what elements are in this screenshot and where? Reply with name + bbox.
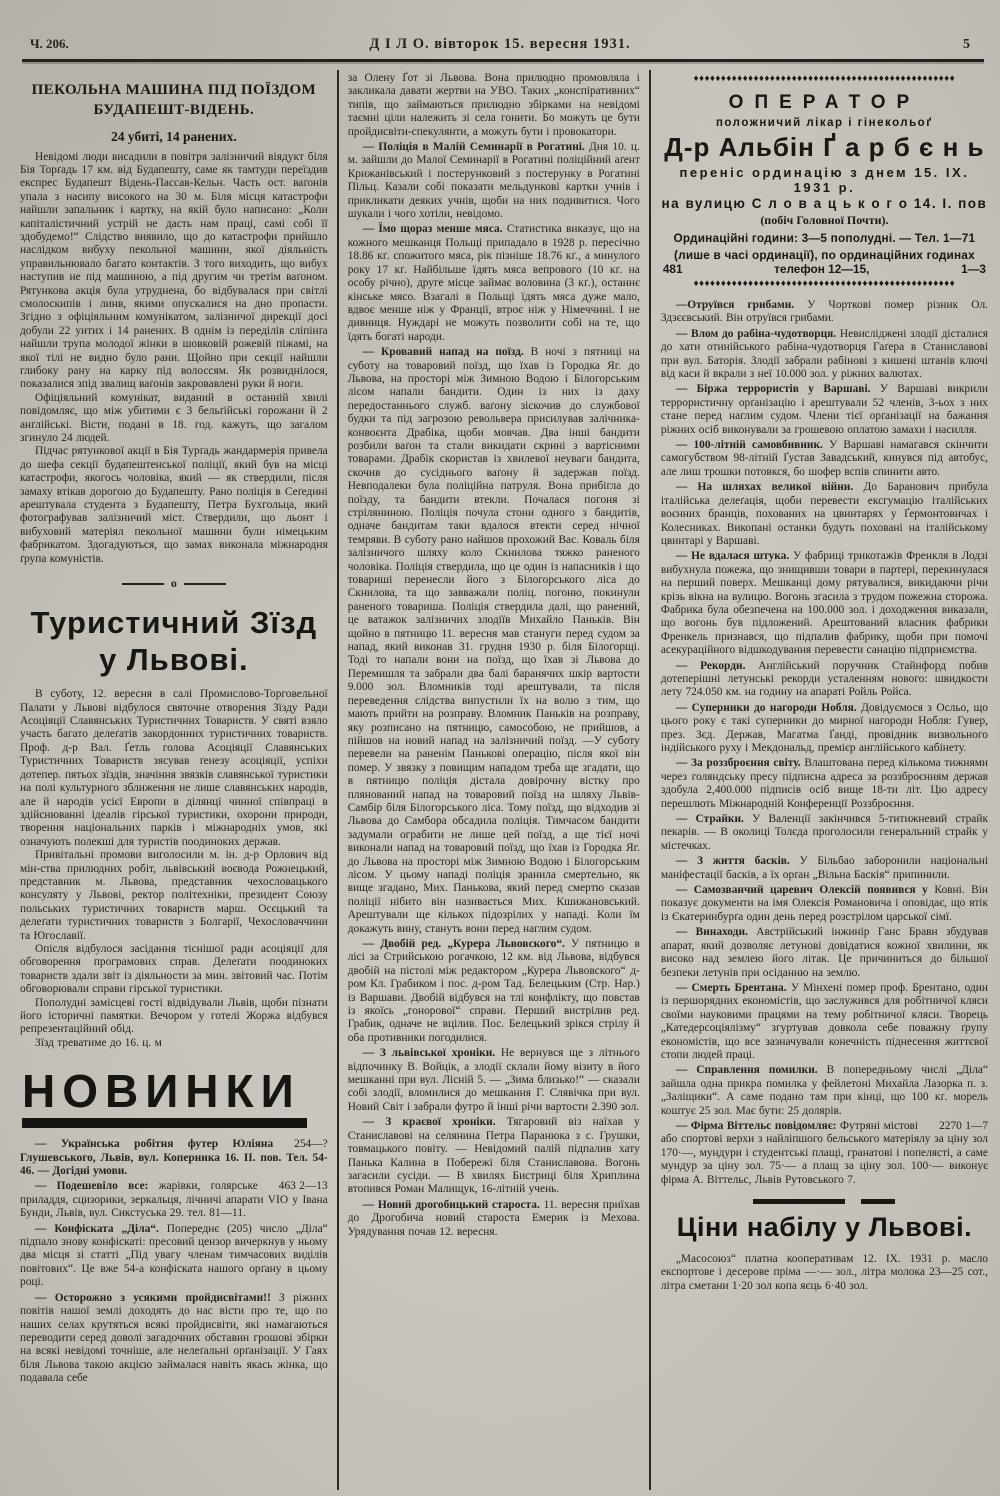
news-item-lead: — Страйки. bbox=[675, 813, 744, 826]
news-item: —Отруївся грибами. У Чорткові помер різник Ол. Здзєєвський. Він отруївся грибами. bbox=[660, 299, 988, 325]
paragraph: В суботу, 12. вересня в салі Промислово-Торговельної Палати у Львові відбулося святочне отворення Зїзду Ради Асоціяції Славянських Туристичних Товариств. У святі взяло участь багато делеґатів закордонних туристичних товариств. Проф. д-р Вал. Ґетль голова Асоціяції Славянських Туристичних Товариств зясував ґенезу асоціяції, успіхи дотепер. пятьох зїздів, значіння звязків славянської туристики на полі культурного зближення не лише славянських народів, але й народів усієї Европи в ділянці чинної співпраці в здійснюванні ідеалів гірської туристики, охорони природи, творення національних парків і міжнародніх умов, які означують полекші для туристів поодиноких держав. bbox=[20, 688, 328, 848]
paragraph: Зїзд треватиме до 16. ц. м bbox=[35, 1036, 162, 1049]
continuation-paragraph: за Олену Ґот зі Львова. Вона прилюдно промовляла і закликала давати жертви на УВО. Таких „конспіративних“ типів, що займаються прилюдно збірками на невідомі таємні ціли належить зі села гонити. Бо можуть це бути пройдисвіти-спекулянти, а можуть бути і провокатори. bbox=[347, 72, 640, 138]
ad-ref-number: 481 bbox=[662, 262, 683, 276]
news-section-items bbox=[20, 1138, 328, 1385]
ad-operator-line: ОПЕРАТОР bbox=[728, 92, 921, 113]
prices-divider bbox=[661, 1199, 988, 1204]
news-item: — Винаходи. Австрійський інжинір Ганс Бравн збудував апарат, який дозволяє летунові довідатися кожної хвилини, як високо над землею його літак. Це причиниться до більшої безпеки летунів при осіданню на землю. bbox=[660, 926, 988, 979]
ad-doctor-name: Д-р Альбін Ґ а р б є н ь bbox=[664, 132, 985, 162]
news-item-lead: — З краєвої хроніки. bbox=[362, 1116, 496, 1129]
article-bomb-subtitle: 24 убиті, 14 ранених. bbox=[111, 128, 237, 144]
paragraph: Офіціяльний комунікат, виданий в останній хвилі повідомляє, що між убитими є 3 бельґійські горожани й 2 анґлійські. Вісти, подані в 18. год. кажуть, що загалом згинуло 24 людей. bbox=[20, 391, 328, 445]
ad-address-line: на вулицю С л о в а ц ь к о г о 14. І. пов bbox=[661, 196, 988, 211]
paragraph: Невідомі люди висадили в повітря залізничий віядукт біля Бія Торґадь 17 км. від Будапешту, саме як тамтуди переїздив експрес Будапешт Відень-Пассав-Кельн. Часть ост. ваґонів упала з насипу високого на 30 м. Біля місця катастрофи найшли запальник і картку, на якій було написано: „Коли капіталістичний устрій не дасть нам праці, самі собі її здобудемо!“ Слідство виявило, що до катастрофи прийшло наслідком вибуху пекольної машини, якої діяльність управильнювало багато контактів. З того виходить, що вибух наступив не під машиною, а під другим чи третім ваґоном. Рятункова акція була утруднена, бо відбувалася при світлі смолоскипів і линв, якими опускалися на дно пропасти. Згідно з офіціяльним комунікатом, залізничої дирекції досі добули 22 уитих і 14 ранених. В однім із переділів сліпінґа найшли трупа молодої жінки в шовковій рожевій піжамі, на якої тілі не видно було рани. Щойно при секції найшли глибоку рану на карку під волоссям. Як розвиднілося, показалися зпід звалищ ваґонів закровавлені руки й ноги. bbox=[20, 150, 328, 391]
news-item-lead: — Влом до рабіна-чудотворця. bbox=[675, 327, 837, 340]
paragraph: Опісля відбулося засідання тіснішої ради асоціяції для обговорення програмових справ. Делеґати поодиноких товариств здали звіт із діяльности за мин. звітовий час. Потім обговорювали справи гірської туристики. bbox=[20, 942, 328, 996]
column-middle bbox=[337, 70, 649, 1490]
masthead-title: Д І Л О. вівторок 15. вересня 1931. bbox=[369, 36, 631, 52]
ad-moved-line: переніс ординацію з днем 15. IX. 1931 р. bbox=[679, 165, 970, 195]
news-item-lead: — Новий дрогобицький староста. bbox=[362, 1198, 540, 1211]
article-congress-body bbox=[20, 688, 328, 1050]
diamond-border-top: ♦♦♦♦♦♦♦♦♦♦♦♦♦♦♦♦♦♦♦♦♦♦♦♦♦♦♦♦♦♦♦♦♦♦♦♦♦♦♦♦♦♦♦♦♦♦♦♦ bbox=[693, 74, 956, 84]
doctor-ad bbox=[661, 74, 988, 289]
column-left bbox=[20, 70, 337, 1490]
news-item: — Страйки. У Валенції закінчився 5-титижневий страйк пекарів. — В околиці Толєда проголосили генеральний страйк у містечках. bbox=[660, 813, 988, 852]
news-item: — Смерть Брентана. У Мінхені помер проф. Брентано, один із першорядних економістів, що заслужився для робітничої кляси своїми науковими працями на тему робітничої кляси. Творець „Катедерсоціялізму“ згуртував довкола себе поважну ґрупу економістів, що все зазначували конечність піднесення життєвої стопи людей праці. bbox=[660, 981, 988, 1061]
item-ref: 254—? bbox=[294, 1138, 328, 1151]
news-item-lead: — На шляхах великої війни. bbox=[675, 481, 854, 494]
paragraph: „Масосоюз“ платна кооперативам 12. IX. 1931 р. масло експортове і десерове пріма —·— зол., літра молока 23—25 сот., літра сметани 1·20 зол копа яєць 6·40 зол. bbox=[660, 1253, 988, 1292]
news-item-lead: — Самозванчий царевич Олексій появився у bbox=[675, 884, 928, 897]
ad-specialty-line: положничий лікар і гінекольоґ bbox=[715, 117, 933, 129]
news-item-lead: — Поліція в Малій Семинарії в Рогатині. bbox=[362, 141, 585, 154]
news-item: — Новий дрогобицький староста. 11. вересня приїхав до Дрогобича новий староста Емерик із Мехова. Урядування почав 12. вересня. bbox=[347, 1198, 640, 1238]
news-item: — Поліція в Малій Семинарії в Рогатині. Дня 10. ц. м. зайшли до Малої Семинарії в Рогатині поліційний аґент Крижанівський і постерунковий з постерунку в Рогатині Пільц. Казали собі показати мельдункові картки учнів і прикликати деяких учнів, щоби на них подивитися. Чого шукали і чого хотіли, невідомо. bbox=[347, 141, 640, 221]
paragraph: Пополудні замісцеві гості відвідували Львів, щоби пізнати його історичні памятки. Вечором у готелі Жоржа відбувся репрезентаційний обід. bbox=[20, 996, 328, 1036]
item-ref: 2270 1—7 bbox=[939, 1119, 988, 1132]
news-item: — Не вдалася штука. У фабриці трикотажів Френкля в Лодзі вибухнула пожежа, що знищивши товари в партері, перекинулася на перший поверх. Мешканці дому рятувалися, викидаючи річи крізь вікна на вулицю. Вогонь згасила з трудом пожежна сторожа. Фабрика була обезпечена на 100.000 зол. і доходження виказали, що вогонь був підложений. Арештований власник фабрики Френкель признався, що підпалив фабрику, щоби при помочі асекураційного відшкодування перевести санацію підприємства. bbox=[660, 550, 988, 657]
news-item: — З життя басків. У Більбао заборонили національні маніфестації басків, а їх орґан „Вільна Баскія“ припинили. bbox=[660, 855, 988, 881]
news-item-lead: — Кровавий напад на поїзд. bbox=[362, 346, 524, 359]
news-item-lead: — Не вдалася штука. bbox=[675, 550, 790, 563]
article-bomb-title: ПЕКОЛЬНА МАШИНА ПІД ПОЇЗДОМ БУДАПЕШТ-ВІДЕНЬ. bbox=[31, 82, 317, 119]
news-item-lead: — 100-літній самовбивник. bbox=[675, 439, 823, 452]
news-item: — Самозванчий царевич Олексій появився у Ковні. Він показує документи на імя Олексія Романовича і оповідає, що втік із Єкатеринбурґа один день перед розстрілом царської сімї. bbox=[660, 884, 988, 923]
ad-phone: телефон 12—15, bbox=[774, 262, 870, 276]
ad-address-note: (побіч Головної Почти). bbox=[760, 213, 889, 227]
news-item-lead: — Конфіската „Діла“. bbox=[35, 1222, 159, 1235]
news-item: — Кровавий напад на поїзд. В ночі з пятниці на суботу на товаровий поїзд, що їхав із Городка Яг. до Львова, на просторі між Зимною Водою і Білогорським лісом напали бандити. Один із них із даху передостаннього служб. ваґону зіскочив до службової будки та під загрозою револьвера присилував залічника-конвоєнта Драбіка, щоби мовчав. Два інші бандити розбили ваґон та стали викидати скрині з вартісними товарами. Драбік скористав із хвилевої неуваги бандита, скочив до сусіднього ваґону й задержав поїзд. Невподалеки була поліційна патруля. Вона прибігла до поїзду, та бандити втекли. Почалася погоня зі стріляниною. Поліція почула стони одного з бандитів, одначе бандитам таки вдалося втекти серед нічної темряви. В суботу рано найшов прохожий Вас. Коваль біля залізничого шляху коло Скнилова тяжко раненого чоловіка. Поліція ствердила, що це один із напасників і що товариші перенесли його з Білогорського ліса до Скнилова, та що завважали поліц. погоню, покинули раненого товариша. Поліція ствердила далі, що ранений, це ватажок залізничих злодіїв Михайло Паньків. Він щойно в пятницю 11. вересня мав стануги перед судом за напад, який виконав 31. грудня 1930 р. біля Білогорщі. Тоді то напали вони на поїзд, що їхав зі Львова до Перемишля та забрали два балі баранячих шкір вартости 9.000 зол. Вломників тоді арештували, та після переведення слідства випустили їх на волю з тим, що мають прийти на розправу. Вломник Паньків на розправу, яку розписано на пятницю, самособою, не прийшов, а пійшов на новий напад на залізничий поїзд. —У суботу перевели на раненім Панькові операцію, після якої він помер. У звязку з повищим нападом треба ще згадати, що в пятницю поліція дістала довірочну вістку про плянований напад на товаровий поїзд на шляху Львів-Самбір біля Білогорського ліса. Тому поїзд, що відходив зі Львова до Самбора обсадила поліція. Тимчасом бандити задумали ограбити не лише цей поїзд, а ще тієї ночі виконали напад на товаровий поїзд, що їхав із Городка Яг. до Львова на просторі між Зимною Водою і Білогорським лісом. У цьому нападі поліція зранила смертельно, як вище згадано, Мих. Панькова, який перед смертю сказав поліції нібито він називається Мих. Кшижановський. Арештували ще кількох підозрілих у нападі. Коли їм докажуть вину, стануть вони перед наглим судом. bbox=[347, 346, 640, 935]
ad-hours-line1: Ординаційні години: 3—5 пополудні. — Тел. 1—71 bbox=[673, 231, 976, 245]
news-item bbox=[20, 1138, 328, 1178]
section-divider: о bbox=[20, 576, 328, 591]
news-item: — Їмо щораз менше мяса. Статистика виказує, що на кожного мешканця Польщі припадало в 1928 р. пересічно 18.86 кґ. спожитого мяса, рік пізніше 18.76 кґ., а минулого року 17 кґ. Найбільше їдять мяса вепрового (10 кґ. на особу річно), друге місце займає воловина (3 кґ.), останнє кінське мясо. Взагалі в Польщі їдять мяса дуже мало, вдвоє менше ніж у Франції, втроє ніж у Німеччині. І не дивниця. Нуждарі не можуть позволити собі на те, що їдять богаті народи. bbox=[347, 223, 640, 343]
article-bomb-body bbox=[20, 151, 328, 567]
news-item-lead: — Винаходи. bbox=[675, 926, 748, 939]
divider-bar-short bbox=[861, 1199, 895, 1204]
news-item: — Суперники до нагороди Нобля. Довідуємося з Осльо, що цього року є такі суперники до мирної нагороди Нобля: Гувер, през. Зєд. Держав, Магатма Ґанді, провідник визвольного індійського руху і Мекдональд, премієр англійського кабінету. bbox=[660, 701, 988, 754]
news-item: 463 2—13 — Подешевіло все: жарівки, голярське приладдя, сцизорики, зеркальця, лічничі апарати VIO у Івана Бунди, Львів, вул. Сикстуська 29. тел. 81—11. bbox=[20, 1180, 328, 1220]
news-item-lead: — Осторожно з усякими пройдисвітами!! bbox=[35, 1291, 271, 1304]
news-item: — За роззброєння світу. Влаштована перед кількома тижнями через голяндську пресу підписна адреса за роззброєнням держав здобула 2,400.000 підписів осіб вище 18-ти літ. Цю адресу перешлють Міжнародній Конференції Роззброєння. bbox=[660, 757, 988, 810]
ad-footer-row bbox=[661, 262, 988, 276]
news-item-lead: —Отруївся грибами. bbox=[675, 299, 795, 311]
news-item: — Влом до рабіна-чудотворця. Невисліджені злодії дісталися до хати отинійського рабіна-чудотворця Гаґера в Станиславові при вул. Баторія. Злодії забрали рабінові з кишені штанів ключі від каси й вкрали з неї 10.000 зол. у ріжних валютах. bbox=[660, 327, 988, 381]
news-item: — З львівської хроніки. Не вернувся ще з літнього відпочинку В. Войцік, а злодії склали йому візиту в його мешканні при вул. Лісній 5. — „Зима близько!“ — сказали собі злодії, вломилися до мешкання Г. Слявічка при вул. Новий Світ і забрали футро й інші річи вартости 2.390 зол. bbox=[347, 1047, 640, 1113]
news-section-header: НОВИНКИ bbox=[22, 1068, 307, 1128]
news-item: — Конфіската „Діла“. Попереднє (205) число „Діла“ підпало знову конфіскаті: пресовий цензор вичеркнув у ньому два місця зі статті „Під увагу членам тимчасових виділів повітових“. Це вже 54-а конфіската нашого орґану в цьому році. bbox=[20, 1222, 328, 1289]
item-ref: 463 2—13 bbox=[278, 1180, 328, 1193]
news-item-lead: — Рекорди. bbox=[675, 659, 746, 672]
news-item-lead: — Фірма Віттельс повідомляє: bbox=[675, 1119, 837, 1132]
article-congress-title: Туристичний Зїзд у Львові. bbox=[30, 605, 318, 677]
news-item-lead: — Двобій ред. „Курера Львовского“. bbox=[362, 938, 565, 950]
ad-run-dates: 1—3 bbox=[961, 262, 986, 276]
news-item: — Справлення помилки. В попередньому числі „Діла“ зайшла одна прикра помилка у фейлетоні Михайла Лазорка п. з. „Заліщики“. А саме подано там при кінці, що 100 кґ. морель коштує 25 зол. Має бути: 25 долярів. bbox=[660, 1064, 988, 1117]
news-item: — З краєвої хроніки. Тягаровий віз наїхав у Станиславові на селянина Петра Паранюка з с. Грушки, товмацького повіту. — Невідомий палій підпалив хату Панька Калина в Побережі біля Станиславова. Вогонь загасили сусіди. — В хвилях Бистриці біля Хриплина втопився Роман Малищук, 16-літній учень. bbox=[347, 1116, 640, 1196]
news-item: — Двобій ред. „Курера Львовского“. У пятницю в лісі за Стрийською рогачкою, 12 км. від Львова, відбувся двобій на пістолі між редактором „Курера Львовского“ д-ром Кл. Грабиком і пос. д-ром Тад. Белецьким (Стр. Нар.) із Варшави. Двобій відбувся на тлі конфлікту, що повстав із якоїсь „гонорової“ справи. Перший вистрілив ред. Грабик, одначе не вцілив. Пос. Белецький зрікся стрілу й оба противники погодилися. bbox=[347, 938, 640, 1044]
news-item-lead: — Біржа террористів у Варшаві. bbox=[675, 383, 871, 396]
right-news-items bbox=[661, 299, 988, 1187]
news-item-lead: — Смерть Брентана. bbox=[675, 981, 787, 994]
paragraph: Привітальні промови виголосили м. ін. д-р Орлович від мін-ства прилюдних робіт, львівський воєвода Рожнецький, представник м. Львова, представник чехословацького консуляту у Львові, ректор політехніки, президент Союзу польських туристичних товариств марш. Осєцький та делеґати туристичних товариств з Болгарії, Чехословаччини та Югославії. bbox=[20, 849, 328, 942]
page-header bbox=[0, 0, 1000, 59]
news-item: — На шляхах великої війни. До Баранович прибула італійська делеґація, щоби перевести ексгумацію італійських воєнних бранців, похованих на цвинтарях у Ґермонтовичах і Колесниках. Викопані останки будуть поховані на італійському цвинтарі у Варшаві. bbox=[660, 481, 988, 547]
news-item: 2270 1—7 — Фірма Віттельс повідомляє: Футряні містові або спортові верхи з найліпшого бельського матеріялу за ціну зол 170·—, мундури і студентські плащі, гранатові і попелясті, а саме мундур за ціну зол. 75·— а плащ за ціну зол. 100·— виконує фірма А. Віттельс, Львів Рутовського 7. bbox=[660, 1119, 988, 1186]
prices-title: Ціни набілу у Львові. bbox=[676, 1212, 973, 1242]
news-item-lead: — З львівської хроніки. bbox=[362, 1047, 496, 1060]
news-item: — Осторожно з усякими пройдисвітами!! З ріжних повітів нашої землі доходять до нас вісти про те, що по наших селах крутяться всякі пройдисвіти, які намагаються переводити серед доволі загадочних обставин грошові збірки на всякі невідомі точніше, але нелеґальні орґанізації. У Гаях біля Львова такою акцією займалася навіть якась жінка, що подавала себе bbox=[20, 1291, 328, 1385]
news-item-lead: — Українська робітня футер Юліяна Глушевського, Львів, вул. Коперника 16. II. пов. Тел. 54-46. — Догідні умови. bbox=[20, 1138, 328, 1178]
news-item: — Біржа террористів у Варшаві. У Варшаві викрили террористичну орґанізацію і арештували 52 членів, 3-ьох з них стане перед наглим судом. Члени тієї орґанізації на бажання ріжних осіб виконували за грошевою оплатою замахи і насилля. bbox=[660, 383, 988, 436]
news-item-lead: — З життя басків. bbox=[675, 855, 790, 868]
news-item: — 100-літній самовбивник. У Варшаві намагався скінчити самогубством 98-літній Ґустав Завадський, кинувся під автобус, але лиш трошки потовкся, бо шофер вспів спинити авто. bbox=[660, 439, 988, 478]
news-item-lead: — За роззброєння світу. bbox=[675, 757, 801, 770]
column-right bbox=[649, 70, 988, 1490]
diamond-border-bottom: ♦♦♦♦♦♦♦♦♦♦♦♦♦♦♦♦♦♦♦♦♦♦♦♦♦♦♦♦♦♦♦♦♦♦♦♦♦♦♦♦♦♦♦♦♦♦♦♦ bbox=[693, 279, 956, 289]
columns bbox=[0, 62, 1000, 1490]
news-section-header-wrap bbox=[22, 1065, 328, 1128]
ad-hours-line2: (лише в часі ординації), по ординаційних годинах bbox=[674, 248, 975, 262]
news-item-lead: — Суперники до нагороди Нобля. bbox=[675, 701, 857, 714]
page-number: 5 bbox=[963, 37, 970, 52]
paragraph: Підчас рятункової акції в Бія Турґадь жандармерія привела до шефа секції будапештенської поліції, який був на місці катастрофи, якогось чоловіка, який — як ствердили, після замаху втікав дорогою до Будапешту. Рано поліція в Сеґедині арештувала студента з Будапешту, Петра Бухгольца, який фотографував залізничий міст. Ствердили, що льонт і вибуховий матеріял пекольної машини були німецьким фабрикатом. Здогадуються, що замах виконала міжнародня ґрупа комуністів. bbox=[20, 445, 328, 565]
news-item-lead: — Справлення помилки. bbox=[675, 1064, 818, 1077]
news-item: — Рекорди. Англійський поручник Стайнфорд побив дотеперішні летунські рекорди усталенням нового: швидкости лету 724.050 км. на годину на апараті Ройль Ройса. bbox=[660, 659, 988, 699]
news-item-lead: — Їмо щораз менше мяса. bbox=[362, 223, 503, 236]
prices-body bbox=[661, 1253, 988, 1293]
divider-bar-long bbox=[753, 1199, 845, 1204]
news-item-lead: — Подешевіло все: bbox=[35, 1180, 149, 1193]
middle-news-items bbox=[348, 141, 640, 1239]
issue-number: Ч. 206. bbox=[30, 36, 69, 51]
